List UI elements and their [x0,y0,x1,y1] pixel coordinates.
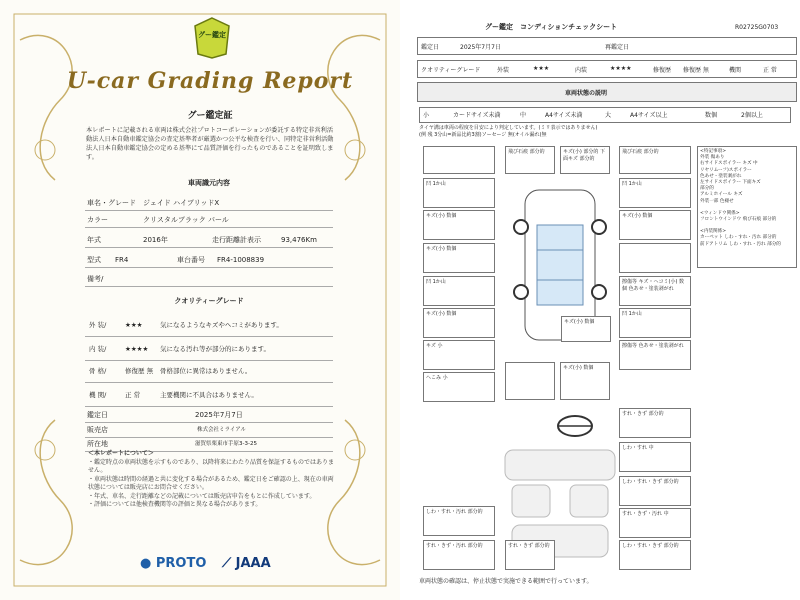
note-item: ・評価については他検査機関等の評価と異なる場合があります。 [88,501,262,508]
cell-right-1: 凹 1か山 [619,178,691,208]
note-line: 左サイドスポイラー 下面キズ [700,180,761,186]
model-value: FR4 [115,256,129,264]
note-item: ・車両状態は時間の経過と共に変化する場合があるため、鑑定日をご確認の上、現在の車両状態については販売店にお問合せください。 [88,475,334,491]
tire-note-2: (例 残 3分山=新品比約3割)ソーセージ 無(オイル漏れ)無 [419,132,547,138]
size-mid: 中 [520,112,527,119]
year-mileage-row [85,233,333,248]
steering-wheel-icon [555,412,595,440]
int-cell-3: しわ・すれ・きず 部分的 [619,476,691,506]
mechanical-row [85,384,333,407]
year-value: 2016年 [143,236,168,244]
remarks-label: 備考/ [87,275,104,283]
interior-stars: ★★★★ [610,65,632,72]
int-cell-7: しわ・すれ・きず 部分的 [619,540,691,570]
note-line: <内装関係> [700,229,727,235]
interior-label: 内 装/ [89,345,107,353]
size-mid-desc: A4サイズ未満 [545,112,583,119]
grade-label: クオリティーグレード [421,67,481,74]
tire-note: タイヤ溝は車両の程度を目安により判定しています。(ミリ表示ではありません) [419,125,598,131]
date-label: 鑑定日 [421,44,440,51]
cell-right-2: キズ(小) 数個 [619,210,691,240]
note-line: カーペット しわ・すれ・汚れ 部分的 [700,235,777,241]
cell-front-2: キズ(小) 部分的 下面キズ 部分的 [560,146,610,174]
note-line: 外装一部 色褪せ [700,198,734,204]
jaaa-logo: ⟋ JAAA [222,556,271,571]
shop-label: 販売店 [87,426,108,434]
condition-check-sheet [405,0,800,600]
cell-right-6: 擦傷等 色あせ・塗装剥がれ [619,340,691,370]
state-section-title: 車両状態の説明 [565,90,608,97]
note-line: <ウィンドウ関係> [700,210,740,216]
color-label: カラー [87,216,108,224]
vehicle-name-row [85,196,333,211]
cell-rear-3 [505,362,555,400]
count-value: 2個以上 [741,112,763,119]
model-chassis-row [85,253,333,268]
exterior-label: 外 装/ [89,321,107,329]
shop-row [85,423,333,438]
interior-row [85,338,333,361]
cell-left-3: キズ(小) 数個 [423,243,495,273]
exterior-note: 気になるようなキズやヘコミがあります。 [160,321,283,329]
note-line: 部分的 [700,186,714,192]
mileage-value: 93,476Km [281,236,317,244]
vehicle-section-heading: 車両識元内容 [188,179,230,187]
int-cell-4: しわ・すれ・汚れ 部分的 [423,506,495,536]
cell-right-3 [619,243,691,273]
sheet-title: グー鑑定 コンディションチェックシート [485,23,618,31]
exterior-stars: ★★★ [533,65,550,72]
note-line: 前ドアトリム しわ・すれ・汚れ 部分的 [700,241,781,247]
cell-right-5: 凹 1か山 [619,308,691,338]
intro-paragraph: 本レポートに記載される車両は株式会社プロトコーポレーションが委託する特定非営利活動法人日本自動車鑑定協会の査定基準者が厳選かつ公平な検査を行い、同特定非営利活動法人日本自動車鑑定協会の定める基準にて品質評価を行ったものであることを証明致します。 [86,127,334,161]
cell-left-7: へこみ 小 [423,372,495,402]
sheet-footer: 車両状態の確認は、停止状態で実施できる範囲で行っています。 [419,578,593,585]
appraisal-date-value: 2025年7月7日 [195,411,243,419]
size-small: 小 [423,112,430,119]
cell-rear-2: キズ(小) 数個 [560,362,610,400]
report-notes [88,450,338,510]
interior-stars: ★★★★ [125,345,149,353]
appraisal-date-row [85,408,333,423]
color-value: クリスタルブラック パール [143,216,229,224]
note-line: フロントウインドウ 飛び石痕 部分的 [700,217,777,223]
notes-column [697,146,797,268]
int-cell-5: すれ・きず・汚れ 中 [619,508,691,538]
mileage-label: 走行距離計表示 [212,236,261,244]
note-item: ・鑑定時点の車両状態を示すものであり、以降将来にわたり品質を保証するものではありません。 [88,458,335,474]
year-label: 年式 [87,236,101,244]
date-value: 2025年7月7日 [460,44,501,51]
vehicle-name-label: 車名・グレード [87,199,136,207]
certificate-label: グー鑑定証 [187,111,233,121]
document-id: R02725G0703 [735,24,779,31]
note-item: ・年式、車名、走行距離などの記載については販売店申告をもとに作成しています。 [88,492,316,500]
cell-front-1: 飛び石痕 部分的 [505,146,555,174]
appraisal-date-label: 鑑定日 [87,411,108,419]
color-row [85,213,333,228]
mechanical-value: 正 常 [125,391,141,399]
interior-label: 内装 [575,67,588,74]
notes-title: ＜本レポートについて＞ [88,450,154,457]
frame-label: 骨 格/ [89,367,107,375]
engine-value: 正 常 [763,67,777,74]
quality-section-heading: クオリティーグレード [174,297,244,305]
remarks-row [85,272,333,287]
vehicle-name-value: ジェイド ハイブリッドX [143,199,220,207]
proto-logo: ● PROTO [140,556,207,571]
badge-label: グー鑑定 [198,31,226,39]
note-line: 色あせ・塗装剥がれ [700,173,742,179]
engine-label: 機関 [729,67,742,74]
int-cell-6: すれ・きず・汚れ 部分的 [423,540,495,570]
int-cell-1: すれ・きず 部分的 [619,408,691,438]
chassis-value: FR4-1008839 [217,256,265,264]
int-cell-2: しわ・すれ 中 [619,442,691,472]
frame-value: 修復歴 無 [125,367,154,375]
mechanical-note: 主要機関に不具合はありません。 [160,391,258,399]
mechanical-label: 機 関/ [89,391,107,399]
cell-right-4: 擦傷等 キズ・ヘコミ(小) 数個 色あせ・塗装剥がれ [619,276,691,306]
cell-left-5: キズ(小) 数個 [423,308,495,338]
note-line: <特記事項> [700,149,727,154]
shop-value: 株式会社ミライアル [197,427,246,433]
chassis-label: 車台番号 [177,256,205,264]
size-small-desc: カードサイズ未満 [453,112,501,119]
int-cell-8: すれ・きず 部分的 [505,540,555,570]
cell-front-left [423,146,495,174]
count-label: 数個 [705,112,718,119]
repair-label: 修復歴 [653,67,672,74]
note-line: 外装 傷あり [700,155,725,161]
note-line: リヤリムーフ)スポイラー [700,167,752,173]
cell-left-1: 凹 1か山 [423,178,495,208]
cell-left-2: キズ(小) 数個 [423,210,495,240]
exterior-row [85,314,333,337]
report-title: U-car Grading Report [66,68,354,94]
address-value: 滋賀県栗東市手原3-3-25 [195,441,257,447]
model-label: 型式 [87,256,101,264]
goo-badge-logo [192,16,232,60]
address-label: 所在地 [87,440,108,448]
note-line: 右サイドスポイラー キズ 中 [700,161,758,167]
cell-left-6: キズ 小 [423,340,495,370]
reappraisal-label: 再鑑定日 [605,44,630,51]
size-large: 大 [605,112,612,119]
interior-note: 気になる汚れ等が部分的にあります。 [160,345,270,353]
size-large-desc: A4サイズ以上 [630,112,668,119]
repair-value: 修復歴 無 [683,67,709,74]
note-line: アルミホイール キズ [700,192,743,198]
frame-row [85,360,333,383]
frame-note: 骨格部位に異常はありません。 [160,367,252,375]
cell-front-right: 飛び石痕 部分的 [619,146,691,174]
cell-rear-1: キズ(小) 数個 [561,316,611,342]
exterior-stars: ★★★ [125,321,143,329]
cell-left-4: 凹 1か山 [423,276,495,306]
exterior-label: 外装 [497,67,510,74]
